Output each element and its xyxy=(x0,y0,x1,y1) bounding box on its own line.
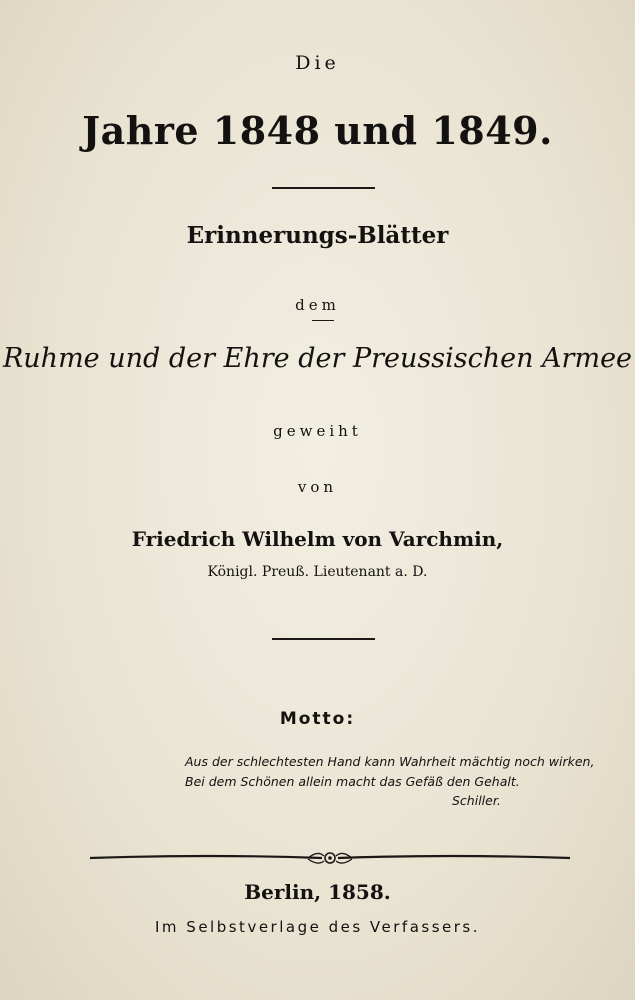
author-name: Friedrich Wilhelm von Varchmin, xyxy=(131,527,504,551)
main-title: Jahre 1848 und 1849. xyxy=(82,108,553,153)
word-dem: dem xyxy=(295,296,340,314)
publisher-line: Im Selbstverlage des Verfassers. xyxy=(155,918,480,936)
motto-heading: Motto: xyxy=(279,709,356,729)
ornamental-rule xyxy=(90,848,570,870)
motto-line-1: Aus der schlechtesten Hand kann Wahrheit mächtig noch wirken, xyxy=(185,753,595,769)
motto-line-2: Bei dem Schönen allein macht das Gefäß den Gehalt. xyxy=(185,773,520,789)
title-die: Die xyxy=(295,52,340,74)
author-rank: Königl. Preuß. Lieutenant a. D. xyxy=(207,564,428,580)
divider-short xyxy=(312,320,334,321)
word-von: von xyxy=(297,478,338,496)
dedication: Ruhme und der Ehre der Preussischen Armee xyxy=(2,343,633,374)
word-geweiht: geweiht xyxy=(273,422,362,440)
divider-top xyxy=(272,187,375,189)
divider-middle xyxy=(272,638,375,640)
place-year: Berlin, 1858. xyxy=(244,880,391,904)
subtitle: Erinnerungs-Blätter xyxy=(186,222,449,249)
motto-attribution: Schiller. xyxy=(452,792,501,808)
